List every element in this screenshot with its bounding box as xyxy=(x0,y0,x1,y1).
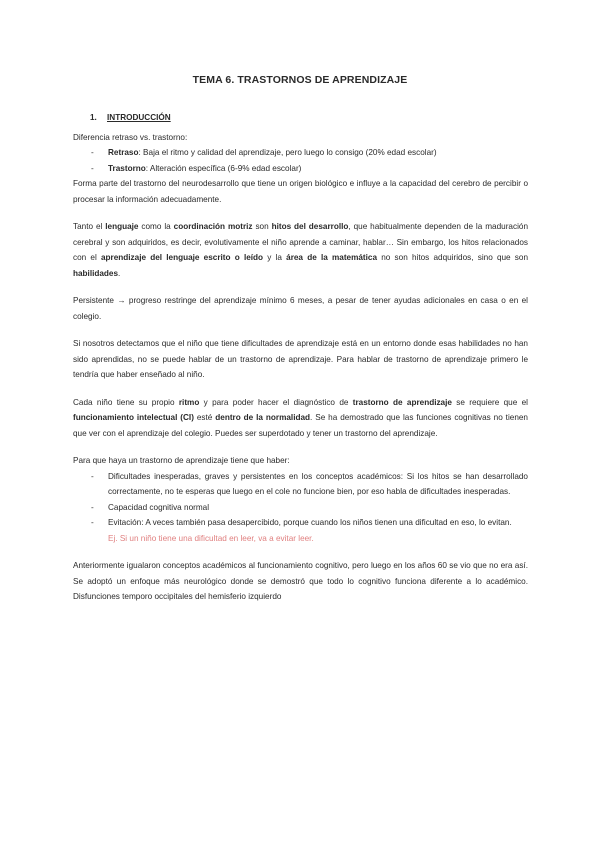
paragraph-persistent: Persistente → progreso restringe del aprendizaje mínimo 6 meses, a pesar de tener ayudas adicionales en casa o en el colegio. xyxy=(73,296,528,321)
section-heading xyxy=(90,110,528,126)
paragraph-environment: Si nosotros detectamos que el niño que tiene dificultades de aprendizaje está en un entorno donde esas habilidades no han sido aprendidas, no se puede hablar de un trastorno de aprendizaje. Para hablar de trastorno de aprendizaje primero le tendría que haber enseñado al niño. xyxy=(73,339,528,379)
example-note: Ej. Si un niño tiene una dificultad en leer, va a evitar leer. xyxy=(108,533,314,543)
requirements-list xyxy=(73,469,528,531)
requirement-difficulties: - Dificultades inesperadas, graves y persistentes en los conceptos académicos: Si los hitos se han desarrollado correctamente, no te esperas que luego en el cole no funcione bien, por eso habla de dificultades inesperadas. xyxy=(73,469,528,500)
section-label: INTRODUCCIÓN xyxy=(107,113,171,122)
paragraph-history: Anteriormente igualaron conceptos académicos al funcionamiento cognitivo, pero luego en los años 60 se vio que no era así. Se adoptó un enfoque más neurológico donde se demostró que todo lo cognitivo funciona diferente a lo académico. Disfunciones temporo occipitales del hemisferio izquierdo xyxy=(73,561,528,601)
definition-retraso: - Retraso: Baja el ritmo y calidad del aprendizaje, pero luego lo consigo (20% edad escolar) xyxy=(73,145,528,161)
paragraph-requirements-intro: Para que haya un trastorno de aprendizaje tiene que haber: xyxy=(73,456,290,465)
paragraph-diagnosis: Cada niño tiene su propio ritmo y para poder hacer el diagnóstico de trastorno de aprendizaje se requiere que el funcionamiento intelectual (CI) esté dentro de la normalidad. Se ha demostrado que las funciones cognitivas no tienen que ver con el aprendizaje del colegio. Puedes ser superdotado y tener un trastorno del aprendizaje. xyxy=(73,397,528,438)
document-body xyxy=(73,110,528,605)
requirement-cognitive: - Capacidad cognitiva normal xyxy=(73,500,528,516)
paragraph-origin: Forma parte del trastorno del neurodesarrollo que tiene un origen biológico e influye a la capacidad del cerebro de percibir o procesar la información adecuadamente. xyxy=(73,179,528,204)
paragraph-milestones: Tanto el lenguaje como la coordinación motriz son hitos del desarrollo, que habitualmente dependen de la maduración cerebral y son adquiridos, es decir, evolutivamente el niño aprende a caminar, hablar… Sin embargo, los hitos relacionados con el aprendizaje del lenguaje escrito o leído y la área de la matemática no son hitos adquiridos, sino que son habilidades. xyxy=(73,222,529,278)
definition-list xyxy=(73,145,528,176)
definition-trastorno: - Trastorno: Alteración específica (6-9% edad escolar) xyxy=(73,161,528,177)
document-title: TEMA 6. TRASTORNOS DE APRENDIZAJE xyxy=(192,74,408,86)
intro-line: Diferencia retraso vs. trastorno: xyxy=(73,132,188,142)
section-number: 1. xyxy=(90,113,97,122)
requirement-avoidance: - Evitación: A veces también pasa desapercibido, porque cuando los niños tienen una dificultad en eso, lo evitan. xyxy=(73,515,528,531)
